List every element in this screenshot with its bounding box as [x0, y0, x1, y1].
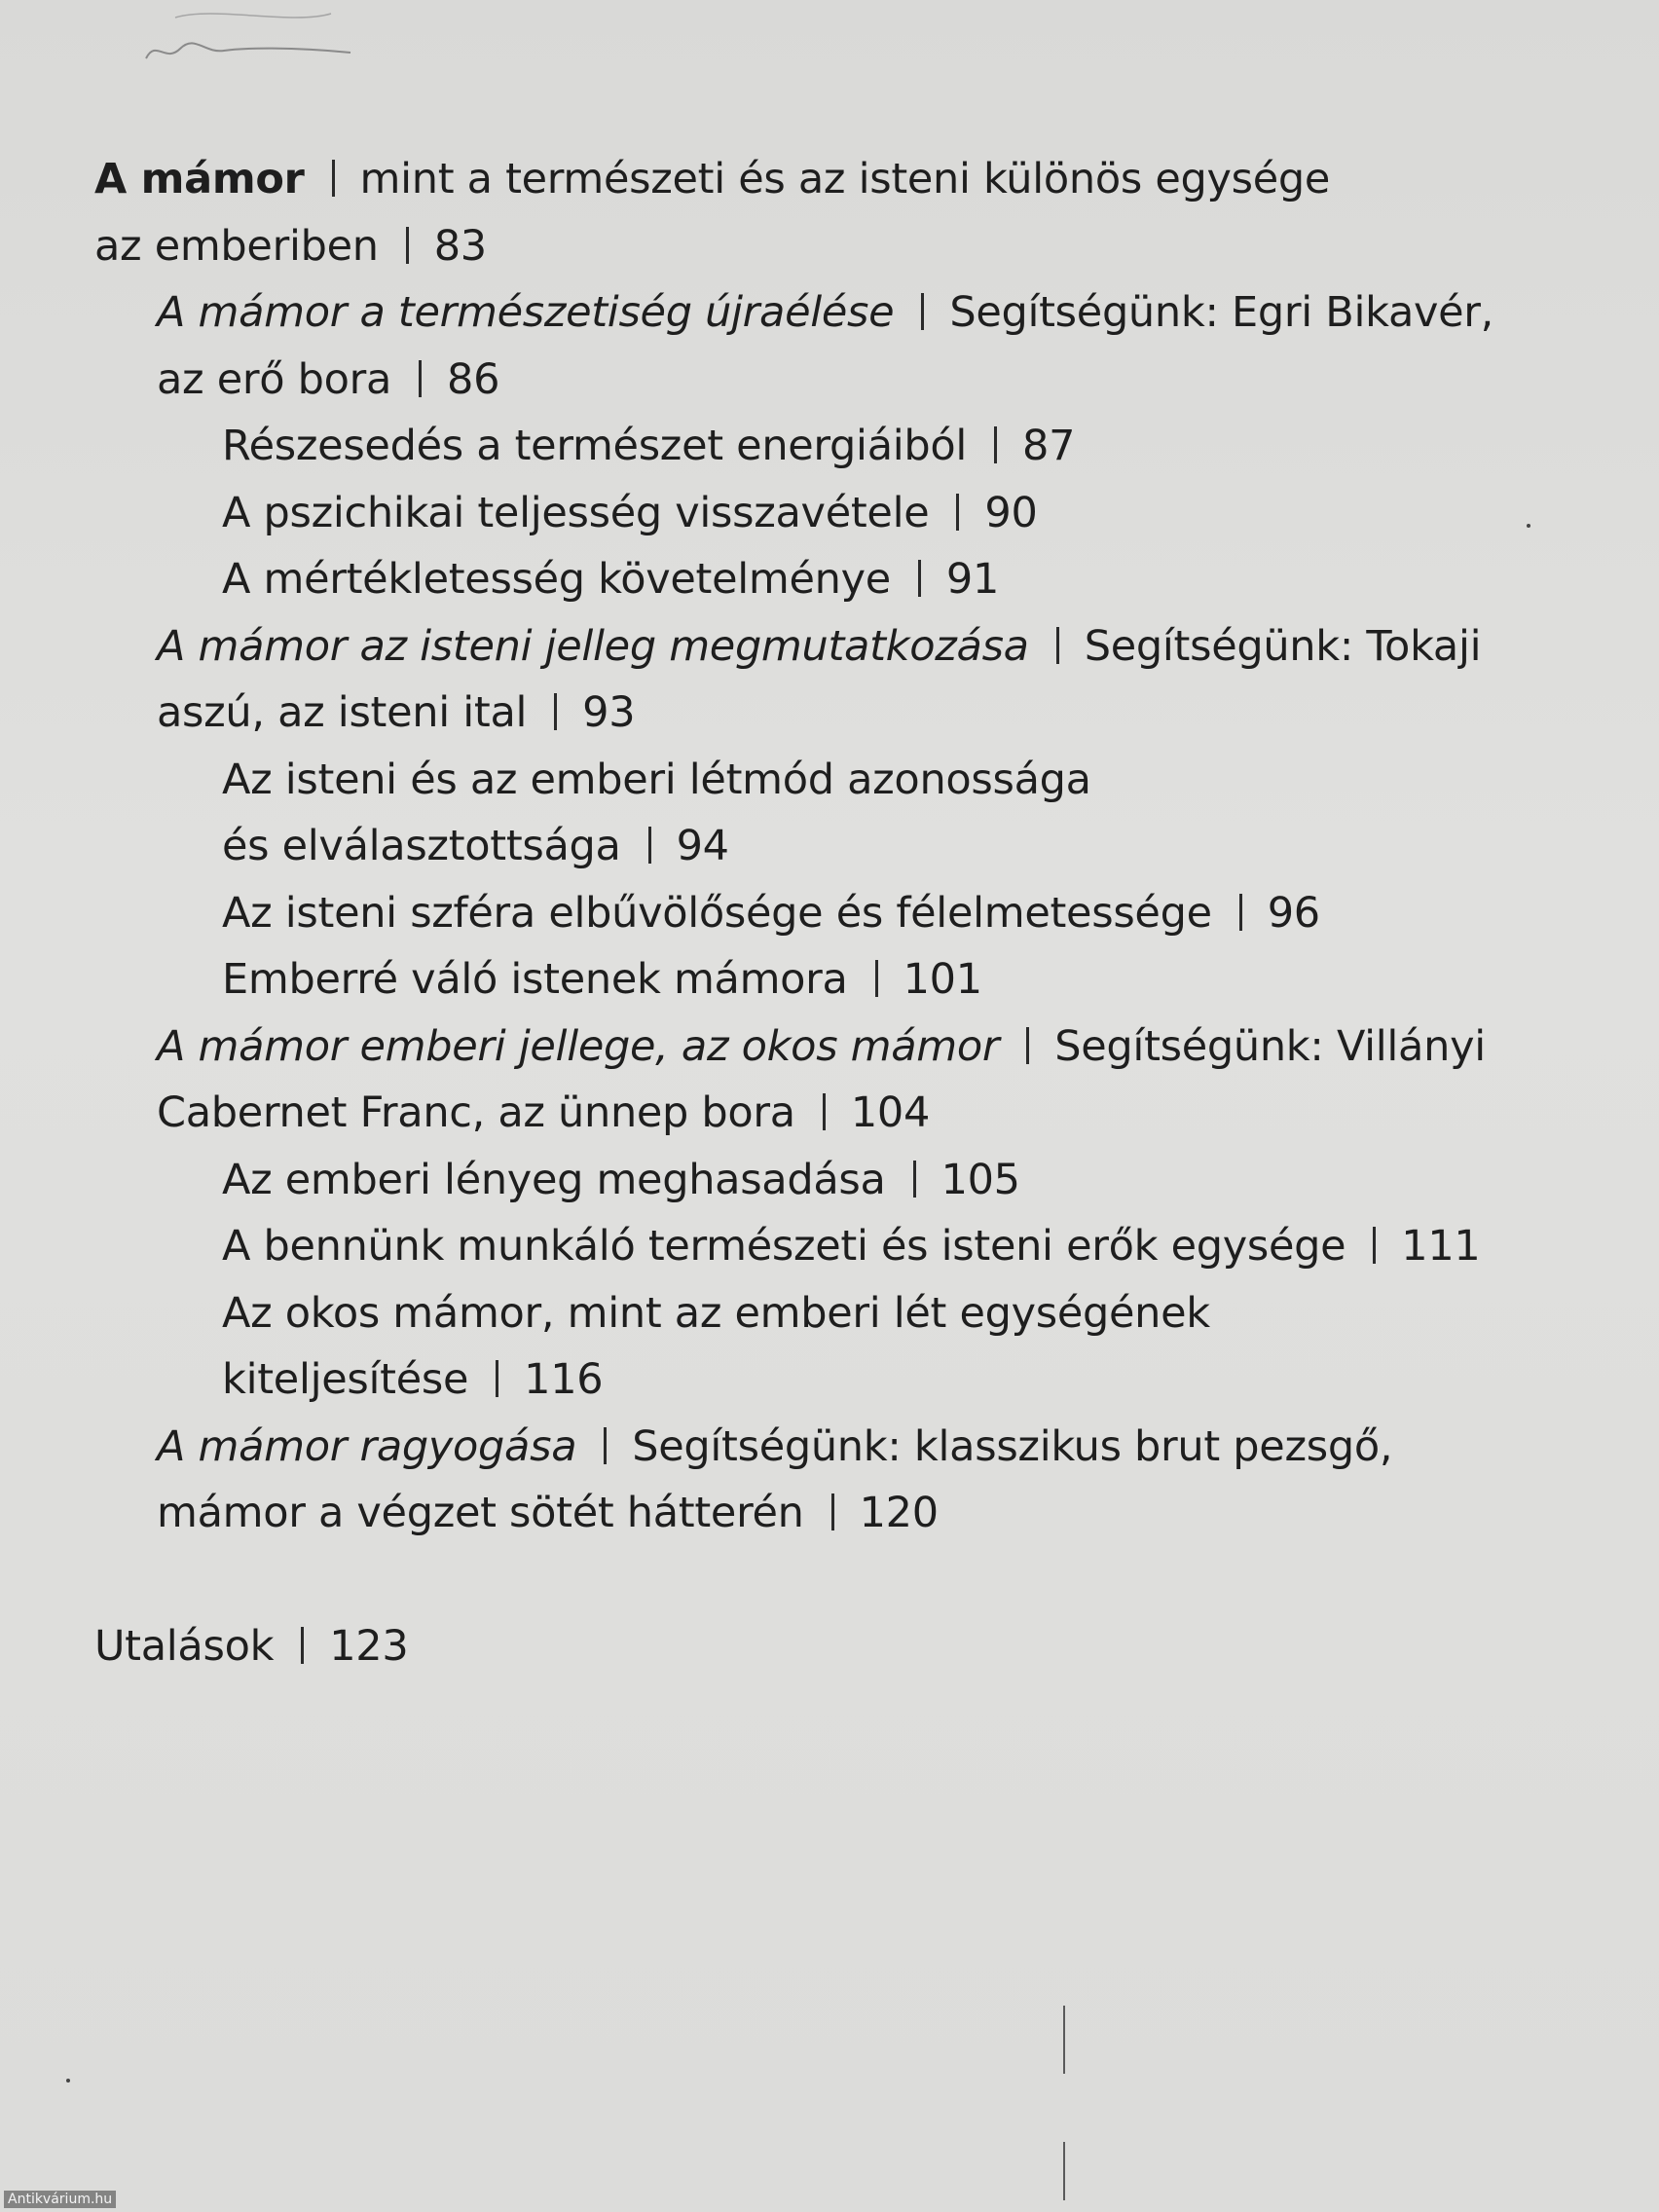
toc-line — [94, 347, 1594, 414]
separator-bar — [994, 426, 997, 463]
entry-text: az emberiben — [94, 221, 379, 271]
section-subtitle: Segítségünk: Villányi — [1054, 1021, 1486, 1071]
toc-line — [94, 1613, 1594, 1680]
separator-bar — [406, 227, 409, 264]
separator-bar — [1239, 894, 1242, 931]
toc-line — [94, 1280, 1594, 1347]
toc-line — [94, 946, 1594, 1014]
toc-line — [94, 680, 1594, 747]
separator-bar — [875, 960, 878, 997]
toc-line — [94, 1213, 1594, 1280]
page-number: 96 — [1267, 888, 1320, 938]
page-number: 123 — [329, 1621, 409, 1671]
page-number: 111 — [1401, 1222, 1481, 1271]
margin-mark — [1063, 2142, 1065, 2200]
entry-text: A mértékletesség követelménye — [222, 555, 891, 604]
page-number: 120 — [859, 1489, 939, 1537]
separator-bar — [332, 160, 335, 197]
entry-text: A bennünk munkáló természeti és isteni erők egysége — [222, 1222, 1346, 1271]
toc-line — [94, 413, 1594, 480]
toc-line — [94, 613, 1594, 681]
entry-text: kiteljesítése — [222, 1355, 469, 1404]
page-number: 91 — [945, 555, 1000, 604]
entry-text: Az isteni és az emberi létmód azonossága — [222, 755, 1091, 804]
entry-text: Az isteni szféra elbűvölősége és félelmetessége — [222, 888, 1212, 938]
separator-bar — [648, 827, 651, 864]
page-number: 94 — [676, 822, 729, 870]
entry-text: A pszichikai teljesség visszavétele — [222, 488, 930, 537]
toc-line — [94, 213, 1594, 280]
separator-bar — [301, 1627, 304, 1664]
section-title: A mámor a természetiség újraélése — [157, 288, 895, 337]
separator-bar — [496, 1360, 498, 1397]
section-title: A mámor ragyogása — [157, 1421, 577, 1471]
entry-text: mámor a végzet sötét hátterén — [157, 1489, 804, 1537]
separator-bar — [1056, 627, 1059, 664]
chapter-subtitle: mint a természeti és az isteni különös egysége — [359, 155, 1331, 203]
separator-bar — [918, 560, 921, 597]
toc-line — [94, 813, 1594, 880]
entry-text: Részesedés a természet energiáiból — [222, 422, 968, 470]
entry-text: Emberré váló istenek mámora — [222, 955, 848, 1004]
spacer — [94, 1547, 1594, 1613]
separator-bar — [419, 360, 422, 397]
separator-bar — [921, 293, 924, 330]
separator-bar — [554, 693, 557, 730]
entry-text: Utalások — [94, 1621, 275, 1671]
entry-text: Az emberi lényeg meghasadása — [222, 1155, 886, 1204]
section-subtitle: Segítségünk: klasszikus brut pezsgő, — [632, 1421, 1393, 1471]
toc-line — [94, 1080, 1594, 1147]
page-number: 83 — [433, 221, 487, 271]
page-number: 105 — [940, 1155, 1020, 1204]
toc-line — [94, 1414, 1594, 1481]
page-number: 87 — [1022, 422, 1076, 470]
separator-bar — [1026, 1027, 1029, 1064]
separator-bar — [956, 494, 959, 531]
page-number: 90 — [984, 488, 1038, 537]
entry-text: az erő bora — [157, 354, 392, 404]
separator-bar — [831, 1493, 834, 1530]
page-number: 101 — [903, 955, 982, 1004]
toc-line — [94, 880, 1594, 947]
separator-bar — [604, 1427, 607, 1464]
watermark-label: Antikvárium.hu — [4, 2191, 116, 2208]
entry-text: és elválasztottsága — [222, 822, 621, 870]
separator-bar — [913, 1161, 916, 1198]
page-number: 104 — [850, 1088, 931, 1137]
pencil-scribble-icon — [136, 10, 360, 68]
page-number: 116 — [524, 1355, 604, 1404]
entry-text: Az okos mámor, mint az emberi lét egységének — [222, 1288, 1210, 1338]
chapter-title: A mámor — [94, 155, 305, 203]
margin-mark — [1063, 2006, 1065, 2074]
entry-text: Cabernet Franc, az ünnep bora — [157, 1088, 795, 1137]
toc-line — [94, 1346, 1594, 1414]
toc-line — [94, 1480, 1594, 1547]
section-title: A mámor emberi jellege, az okos mámor — [157, 1021, 1000, 1071]
entry-text: aszú, az isteni ital — [157, 688, 528, 737]
section-subtitle: Segítségünk: Egri Bikavér, — [949, 288, 1494, 337]
separator-bar — [1373, 1227, 1376, 1264]
toc-line — [94, 1147, 1594, 1214]
page-number: 93 — [582, 688, 636, 737]
toc-line — [94, 747, 1594, 814]
toc-line — [94, 279, 1594, 347]
dust-speck — [1527, 524, 1530, 528]
toc-line — [94, 146, 1594, 213]
dust-speck — [66, 2079, 70, 2083]
table-of-contents — [94, 146, 1594, 1679]
page-number: 86 — [447, 354, 500, 404]
toc-line — [94, 546, 1594, 613]
toc-line — [94, 1014, 1594, 1081]
section-title: A mámor az isteni jelleg megmutatkozása — [157, 621, 1029, 671]
section-subtitle: Segítségünk: Tokaji — [1084, 621, 1482, 671]
separator-bar — [823, 1093, 826, 1130]
toc-line — [94, 480, 1594, 547]
